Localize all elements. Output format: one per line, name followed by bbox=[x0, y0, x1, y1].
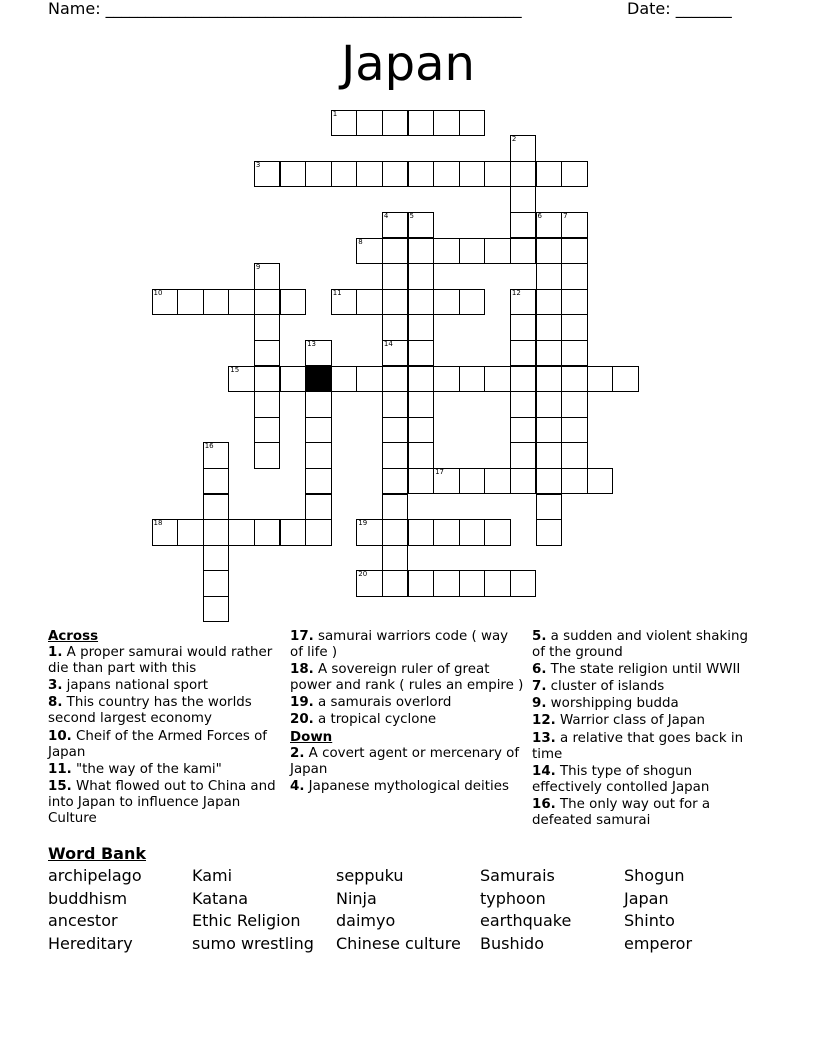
clue-across-11 bbox=[48, 762, 284, 778]
grid-cell[interactable] bbox=[459, 570, 486, 597]
grid-cell[interactable] bbox=[254, 366, 281, 393]
clue-down-6 bbox=[532, 662, 762, 678]
black-cell bbox=[305, 366, 332, 393]
grid-cell[interactable] bbox=[382, 391, 409, 418]
clue-down-5 bbox=[532, 629, 762, 661]
grid-cell[interactable] bbox=[152, 519, 179, 546]
grid-cell[interactable] bbox=[254, 263, 281, 290]
clues-column-3 bbox=[532, 629, 762, 830]
grid-cell[interactable] bbox=[561, 468, 588, 495]
clue-down-13 bbox=[532, 731, 762, 763]
grid-cell[interactable] bbox=[510, 314, 537, 341]
word-bank-item: daimyo bbox=[336, 911, 396, 930]
grid-cell[interactable] bbox=[433, 519, 460, 546]
cell-number: 12 bbox=[511, 288, 521, 297]
grid-cell[interactable] bbox=[203, 570, 230, 597]
grid-cell[interactable] bbox=[228, 366, 255, 393]
grid-cell[interactable] bbox=[459, 110, 486, 137]
clue-text: cluster of islands bbox=[550, 679, 665, 695]
clue-down-14 bbox=[532, 764, 762, 796]
clue-across-3 bbox=[48, 678, 284, 694]
clue-number: 6. bbox=[532, 662, 547, 678]
word-bank-item: Shogun bbox=[624, 866, 685, 885]
grid-cell[interactable] bbox=[561, 161, 588, 188]
grid-cell[interactable] bbox=[254, 417, 281, 444]
grid-cell[interactable] bbox=[536, 468, 563, 495]
grid-cell[interactable] bbox=[536, 494, 563, 521]
word-bank-item: Hereditary bbox=[48, 933, 133, 953]
cell-number: 14 bbox=[383, 339, 393, 348]
grid-cell[interactable] bbox=[254, 442, 281, 469]
clues-column-1 bbox=[48, 629, 284, 828]
cell-number: 8 bbox=[358, 237, 363, 246]
clue-text: a tropical cyclone bbox=[318, 712, 437, 728]
grid-cell[interactable] bbox=[228, 519, 255, 546]
clue-text: A sovereign ruler of great power and rank ( rules an empire ) bbox=[290, 662, 524, 694]
grid-cell[interactable] bbox=[433, 110, 460, 137]
grid-cell[interactable] bbox=[536, 263, 563, 290]
clue-down-12 bbox=[532, 713, 762, 729]
grid-cell[interactable] bbox=[484, 468, 511, 495]
clue-text: This type of shogun effectively contolled Japan bbox=[532, 763, 710, 795]
cell-number: 5 bbox=[409, 211, 414, 220]
clue-across-1 bbox=[48, 645, 284, 677]
word-bank-item: Ninja bbox=[336, 888, 377, 908]
grid-cell[interactable] bbox=[510, 442, 537, 469]
grid-cell[interactable] bbox=[203, 596, 230, 623]
grid-cell[interactable] bbox=[305, 161, 332, 188]
grid-cell[interactable] bbox=[561, 263, 588, 290]
cell-number: 20 bbox=[358, 570, 368, 579]
clue-text: japans national sport bbox=[66, 678, 208, 694]
cell-number: 16 bbox=[204, 442, 214, 451]
grid-cell[interactable] bbox=[484, 161, 511, 188]
grid-cell[interactable] bbox=[459, 238, 486, 265]
grid-cell[interactable] bbox=[408, 417, 435, 444]
grid-cell[interactable] bbox=[203, 519, 230, 546]
grid-cell[interactable] bbox=[408, 366, 435, 393]
down-heading: Down bbox=[290, 729, 333, 745]
cell-number: 19 bbox=[358, 519, 368, 528]
grid-cell[interactable] bbox=[536, 314, 563, 341]
grid-cell[interactable] bbox=[433, 161, 460, 188]
grid-cell[interactable] bbox=[408, 263, 435, 290]
grid-cell[interactable] bbox=[305, 340, 332, 367]
grid-cell[interactable] bbox=[510, 161, 537, 188]
word-bank-item: typhoon bbox=[480, 888, 546, 908]
clue-across-20 bbox=[290, 712, 524, 728]
grid-cell[interactable] bbox=[280, 161, 307, 188]
grid-cell[interactable] bbox=[356, 238, 383, 265]
grid-cell[interactable] bbox=[305, 494, 332, 521]
clue-text: What flowed out to China and into Japan to influence Japan Culture bbox=[48, 778, 276, 827]
grid-cell[interactable] bbox=[536, 366, 563, 393]
cell-number: 11 bbox=[332, 288, 342, 297]
grid-cell[interactable] bbox=[536, 161, 563, 188]
cell-number: 9 bbox=[255, 263, 261, 272]
clue-number: 4. bbox=[290, 778, 305, 794]
grid-cell[interactable] bbox=[280, 519, 307, 546]
grid-cell[interactable] bbox=[408, 340, 435, 367]
clue-number: 10. bbox=[48, 728, 72, 744]
grid-cell[interactable] bbox=[459, 161, 486, 188]
date-field[interactable]: Date: _______ bbox=[627, 0, 732, 18]
clue-across-18 bbox=[290, 662, 524, 694]
cell-number: 13 bbox=[307, 339, 317, 348]
grid-cell[interactable] bbox=[356, 570, 383, 597]
grid-cell[interactable] bbox=[408, 161, 435, 188]
grid-cell[interactable] bbox=[408, 468, 435, 495]
grid-cell[interactable] bbox=[356, 110, 383, 137]
clue-text: Warrior class of Japan bbox=[560, 713, 706, 729]
grid-cell[interactable] bbox=[331, 289, 358, 316]
grid-cell[interactable] bbox=[561, 314, 588, 341]
grid-cell[interactable] bbox=[331, 110, 358, 137]
clue-across-17 bbox=[290, 629, 524, 661]
grid-cell[interactable] bbox=[510, 340, 537, 367]
clue-number: 1. bbox=[48, 645, 63, 661]
page-title: Japan bbox=[341, 36, 475, 92]
grid-cell[interactable] bbox=[203, 494, 230, 521]
cell-number: 6 bbox=[537, 211, 542, 220]
word-bank-list bbox=[48, 865, 768, 955]
grid-cell[interactable] bbox=[510, 186, 537, 213]
grid-cell[interactable] bbox=[561, 238, 588, 265]
grid-cell[interactable] bbox=[254, 289, 281, 316]
grid-cell[interactable] bbox=[356, 161, 383, 188]
grid-cell[interactable] bbox=[536, 238, 563, 265]
grid-cell[interactable] bbox=[433, 468, 460, 495]
clue-text: A proper samurai would rather die than part with this bbox=[48, 645, 273, 677]
grid-cell[interactable] bbox=[177, 519, 204, 546]
clue-number: 16. bbox=[532, 796, 556, 812]
word-bank-item: Katana bbox=[192, 888, 249, 908]
clue-number: 17. bbox=[290, 629, 314, 644]
clue-down-16 bbox=[532, 797, 762, 829]
clue-number: 20. bbox=[290, 712, 314, 728]
clue-down-9 bbox=[532, 696, 762, 712]
grid-cell[interactable] bbox=[228, 289, 255, 316]
grid-cell[interactable] bbox=[510, 212, 537, 239]
grid-cell[interactable] bbox=[510, 570, 537, 597]
grid-cell[interactable] bbox=[484, 519, 511, 546]
clue-text: worshipping budda bbox=[550, 696, 679, 712]
grid-cell[interactable] bbox=[254, 391, 281, 418]
grid-cell[interactable] bbox=[536, 417, 563, 444]
grid-cell[interactable] bbox=[356, 366, 383, 393]
grid-cell[interactable] bbox=[203, 468, 230, 495]
grid-cell[interactable] bbox=[305, 519, 332, 546]
clue-number: 9. bbox=[532, 696, 547, 712]
word-bank-title: Word Bank bbox=[48, 844, 147, 863]
grid-cell[interactable] bbox=[331, 161, 358, 188]
word-bank-item: buddhism bbox=[48, 888, 128, 908]
grid-cell[interactable] bbox=[356, 519, 383, 546]
grid-cell[interactable] bbox=[280, 366, 307, 393]
word-bank-item: seppuku bbox=[336, 866, 404, 885]
grid-cell[interactable] bbox=[484, 366, 511, 393]
word-bank-item: Shinto bbox=[624, 911, 675, 930]
cell-number: 2 bbox=[511, 135, 517, 144]
grid-cell[interactable] bbox=[433, 570, 460, 597]
grid-cell[interactable] bbox=[408, 238, 435, 265]
cell-number: 17 bbox=[435, 467, 445, 476]
grid-cell[interactable] bbox=[510, 238, 537, 265]
grid-cell[interactable] bbox=[382, 545, 409, 572]
grid-cell[interactable] bbox=[587, 366, 614, 393]
grid-cell[interactable] bbox=[382, 570, 409, 597]
grid-cell[interactable] bbox=[382, 519, 409, 546]
grid-cell[interactable] bbox=[382, 340, 409, 367]
word-bank-item: Ethic Religion bbox=[192, 911, 301, 930]
cell-number: 15 bbox=[230, 365, 240, 374]
clue-number: 14. bbox=[532, 763, 556, 779]
grid-cell[interactable] bbox=[459, 519, 486, 546]
grid-cell[interactable] bbox=[561, 212, 588, 239]
clue-number: 5. bbox=[532, 629, 547, 644]
grid-cell[interactable] bbox=[305, 391, 332, 418]
grid-cell[interactable] bbox=[152, 289, 179, 316]
grid-cell[interactable] bbox=[254, 519, 281, 546]
cell-number: 10 bbox=[153, 288, 163, 297]
grid-cell[interactable] bbox=[177, 289, 204, 316]
grid-cell[interactable] bbox=[510, 366, 537, 393]
grid-cell[interactable] bbox=[536, 519, 563, 546]
cell-number: 3 bbox=[255, 160, 261, 169]
grid-cell[interactable] bbox=[433, 289, 460, 316]
word-bank-item: ancestor bbox=[48, 911, 118, 930]
clue-across-19 bbox=[290, 695, 524, 711]
clue-number: 8. bbox=[48, 695, 63, 711]
grid-cell[interactable] bbox=[203, 289, 230, 316]
word-bank-item: Kami bbox=[192, 866, 233, 885]
grid-cell[interactable] bbox=[408, 570, 435, 597]
word-bank-item: sumo wrestling bbox=[192, 933, 314, 953]
clue-number: 2. bbox=[290, 745, 305, 761]
grid-cell[interactable] bbox=[203, 545, 230, 572]
grid-cell[interactable] bbox=[331, 366, 358, 393]
grid-cell[interactable] bbox=[356, 289, 383, 316]
grid-cell[interactable] bbox=[254, 314, 281, 341]
grid-cell[interactable] bbox=[587, 468, 614, 495]
grid-cell[interactable] bbox=[280, 289, 307, 316]
grid-cell[interactable] bbox=[536, 289, 563, 316]
clue-down-2 bbox=[290, 746, 524, 778]
word-bank-item: Chinese culture bbox=[336, 933, 461, 953]
grid-cell[interactable] bbox=[459, 468, 486, 495]
grid-cell[interactable] bbox=[408, 442, 435, 469]
grid-cell[interactable] bbox=[561, 340, 588, 367]
grid-cell[interactable] bbox=[382, 468, 409, 495]
grid-cell[interactable] bbox=[408, 289, 435, 316]
grid-cell[interactable] bbox=[484, 570, 511, 597]
word-bank-item: archipelago bbox=[48, 866, 142, 885]
grid-cell[interactable] bbox=[433, 366, 460, 393]
grid-cell[interactable] bbox=[382, 289, 409, 316]
across-heading: Across bbox=[48, 629, 99, 644]
clue-text: Cheif of the Armed Forces of Japan bbox=[48, 728, 267, 760]
cell-number: 18 bbox=[153, 519, 163, 528]
grid-cell[interactable] bbox=[561, 366, 588, 393]
grid-cell[interactable] bbox=[510, 135, 537, 162]
clue-text: This country has the worlds second largest economy bbox=[48, 695, 252, 727]
grid-cell[interactable] bbox=[561, 417, 588, 444]
grid-cell[interactable] bbox=[433, 238, 460, 265]
grid-cell[interactable] bbox=[203, 442, 230, 469]
word-bank-item: Samurais bbox=[480, 866, 555, 885]
grid-cell[interactable] bbox=[382, 494, 409, 521]
grid-cell[interactable] bbox=[408, 519, 435, 546]
grid-cell[interactable] bbox=[536, 391, 563, 418]
grid-cell[interactable] bbox=[459, 289, 486, 316]
grid-cell[interactable] bbox=[254, 161, 281, 188]
clue-text: A covert agent or mercenary of Japan bbox=[290, 745, 520, 777]
grid-cell[interactable] bbox=[305, 468, 332, 495]
clue-number: 18. bbox=[290, 662, 314, 678]
clue-number: 7. bbox=[532, 679, 547, 695]
grid-cell[interactable] bbox=[382, 366, 409, 393]
word-bank-item: Japan bbox=[624, 888, 669, 908]
clue-down-7 bbox=[532, 679, 762, 695]
grid-cell[interactable] bbox=[561, 391, 588, 418]
grid-cell[interactable] bbox=[408, 212, 435, 239]
grid-cell[interactable] bbox=[536, 212, 563, 239]
word-bank-item: Bushido bbox=[480, 933, 544, 953]
clue-text: a relative that goes back in time bbox=[532, 730, 744, 762]
grid-cell[interactable] bbox=[612, 366, 639, 393]
grid-cell[interactable] bbox=[382, 417, 409, 444]
grid-cell[interactable] bbox=[408, 391, 435, 418]
cell-number: 4 bbox=[383, 211, 389, 220]
grid-cell[interactable] bbox=[382, 110, 409, 137]
word-bank bbox=[48, 843, 768, 955]
grid-cell[interactable] bbox=[484, 238, 511, 265]
clue-number: 3. bbox=[48, 678, 63, 694]
clue-text: The state religion until WWII bbox=[550, 662, 741, 678]
clue-across-8 bbox=[48, 695, 284, 727]
clue-number: 12. bbox=[532, 713, 556, 729]
grid-cell[interactable] bbox=[382, 212, 409, 239]
grid-cell[interactable] bbox=[254, 340, 281, 367]
word-bank-item: emperor bbox=[624, 933, 693, 953]
grid-cell[interactable] bbox=[459, 366, 486, 393]
grid-cell[interactable] bbox=[382, 238, 409, 265]
clue-text: The only way out for a defeated samurai bbox=[532, 796, 711, 829]
grid-cell[interactable] bbox=[305, 417, 332, 444]
clue-across-15 bbox=[48, 779, 284, 827]
grid-cell[interactable] bbox=[536, 340, 563, 367]
clue-text: "the way of the kami" bbox=[76, 761, 222, 777]
grid-cell[interactable] bbox=[536, 442, 563, 469]
clue-text: a samurais overlord bbox=[318, 695, 452, 711]
grid-cell[interactable] bbox=[561, 442, 588, 469]
clue-across-10 bbox=[48, 729, 284, 761]
word-bank-item: earthquake bbox=[480, 911, 572, 930]
grid-cell[interactable] bbox=[382, 442, 409, 469]
clue-text: a sudden and violent shaking of the ground bbox=[532, 629, 748, 661]
clue-number: 11. bbox=[48, 761, 72, 777]
clue-number: 15. bbox=[48, 778, 72, 794]
grid-cell[interactable] bbox=[510, 468, 537, 495]
grid-cell[interactable] bbox=[408, 110, 435, 137]
clue-text: samurai warriors code ( way of life ) bbox=[290, 629, 509, 661]
clue-text: Japanese mythological deities bbox=[308, 778, 509, 794]
name-field[interactable]: Name: ____________________________________________________ bbox=[48, 0, 522, 18]
grid-cell[interactable] bbox=[510, 417, 537, 444]
grid-cell[interactable] bbox=[510, 391, 537, 418]
clue-number: 19. bbox=[290, 695, 314, 711]
grid-cell[interactable] bbox=[382, 314, 409, 341]
grid-cell[interactable] bbox=[408, 314, 435, 341]
clue-down-4 bbox=[290, 779, 524, 795]
cell-number: 7 bbox=[563, 211, 568, 220]
grid-cell[interactable] bbox=[382, 263, 409, 290]
grid-cell[interactable] bbox=[382, 161, 409, 188]
clue-number: 13. bbox=[532, 730, 556, 746]
clues-column-2 bbox=[290, 629, 524, 796]
grid-cell[interactable] bbox=[561, 289, 588, 316]
grid-cell[interactable] bbox=[510, 289, 537, 316]
grid-cell[interactable] bbox=[305, 442, 332, 469]
cell-number: 1 bbox=[332, 109, 338, 118]
